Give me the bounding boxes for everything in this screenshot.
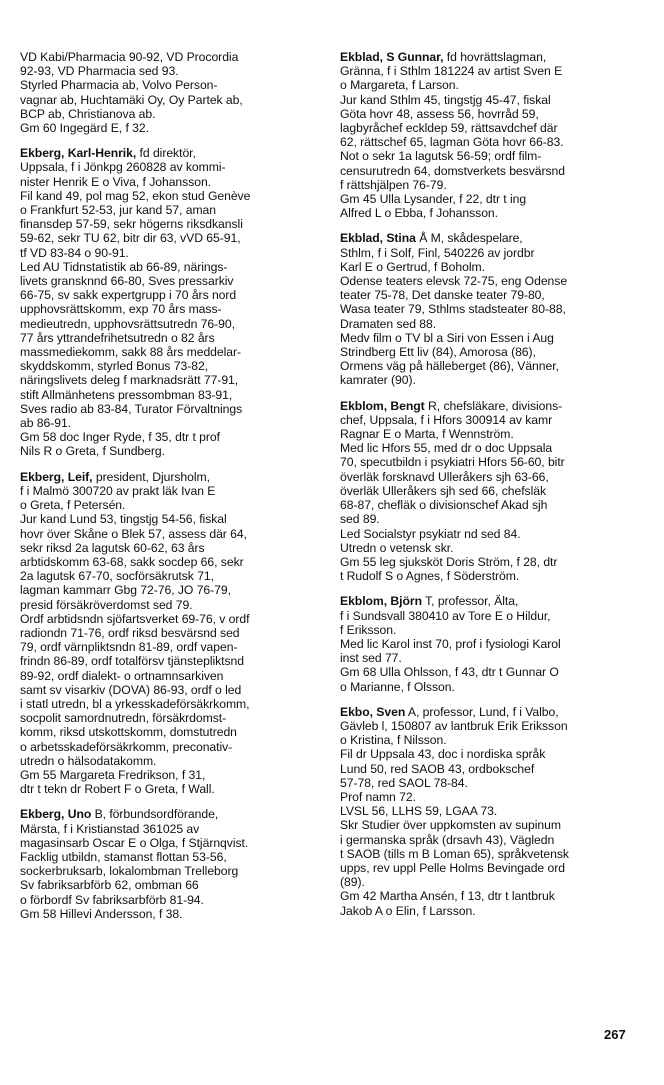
entry-line: 92-93, VD Pharmacia sed 93.	[20, 64, 179, 79]
entry-line: 57-78, red SAOL 78-84.	[340, 775, 468, 790]
entry-line: 59-62, sekr TU 62, bitr dir 63, vVD 65-91,	[20, 231, 241, 246]
entry-line: Gm 45 Ulla Lysander, f 22, dtr t ing	[340, 192, 527, 207]
entry-line: upps, rev uppl Pelle Holms Bevingade ord	[340, 860, 565, 875]
entry-surname: Ekblad,	[340, 50, 383, 64]
entry-line: LVSL 56, LLHS 59, LGAA 73.	[340, 804, 498, 819]
biography-entry-ekblad-stina	[340, 231, 636, 387]
entry-line: presid försäkröverdomst sed 79.	[20, 597, 193, 612]
entry-line: utredn o hälsodatakomm.	[20, 753, 157, 768]
entry-line: o Greta, f Petersén.	[20, 498, 126, 513]
entry-line: magasinsarb Oscar E o Olga, f Stjärnqvist.	[20, 835, 249, 850]
biography-entry-ekberg-karl-henrik	[20, 146, 316, 458]
entry-line: censurutredn 64, domstverkets besvärsnd	[340, 163, 565, 178]
entry-line	[340, 399, 636, 413]
entry-line: radiondn 71-76, ordf riksd besvärsnd sed	[20, 625, 240, 640]
entry-line: hovr över Skåne o Blek 57, assess där 64,	[20, 526, 247, 541]
entry-line: Medv film o TV bl a Siri von Essen i Aug	[340, 330, 554, 345]
entry-line: frindn 86-89, ordf totalförsv tjänstepliktsnd	[20, 654, 245, 669]
entry-line: Gm 60 Ingegärd E, f 32.	[20, 121, 149, 136]
biography-entry-cont-top	[20, 50, 316, 135]
entry-line: f Eriksson.	[340, 622, 397, 637]
entry-line	[20, 470, 316, 484]
entry-line: Ragnar E o Marta, f Wennström.	[340, 427, 514, 442]
entry-given-name: Björn	[390, 594, 422, 609]
entry-line: Nils R o Greta, f Sundberg.	[20, 444, 165, 459]
entry-line: Gm 58 Hillevi Andersson, f 38.	[20, 906, 183, 921]
entry-line: Ormens väg på hälleberget (86), Vänner,	[340, 359, 559, 374]
entry-line: Lund 50, red SAOB 43, ordbokschef	[340, 761, 535, 776]
entry-line: Gävleb l, 150807 av lantbruk Erik Eriksson	[340, 718, 568, 733]
entry-given-name: Leif,	[67, 469, 93, 484]
entry-line	[340, 705, 636, 719]
entry-line: Gm 58 doc Inger Ryde, f 35, dtr t prof	[20, 430, 220, 445]
entry-line: 66-75, sv sakk expertgrupp i 70 års nord	[20, 288, 237, 303]
entry-line: 79, ordf värnpliktsndn 81-89, ordf vapen-	[20, 640, 238, 655]
entry-line: dtr t tekn dr Robert F o Greta, f Wall.	[20, 782, 215, 797]
entry-line: Led AU Tidnstatistik ab 66-89, närings-	[20, 259, 228, 274]
entry-line: Not o sekr 1a lagutsk 56-59; ordf film-	[340, 149, 542, 164]
entry-line: livets gransknnd 66-80, Sves pressarkiv	[20, 274, 234, 289]
entry-line: i germanska språk (drsavh 43), Vägledn	[340, 832, 555, 847]
entry-line: VD Kabi/Pharmacia 90-92, VD Procordia	[20, 50, 239, 64]
entry-line: Med lic Hfors 55, med dr o doc Uppsala	[340, 441, 553, 456]
entry-surname: Ekberg,	[20, 807, 65, 822]
biography-entry-ekblad-gunnar	[340, 50, 636, 220]
entry-line	[340, 50, 636, 64]
entry-line: Fil dr Uppsala 43, doc i nordiska språk	[340, 747, 546, 762]
entry-line: 68-87, chefläk o divisionschef Akad sjh	[340, 498, 548, 513]
entry-line: sekr riksd 2a lagutsk 60-62, 63 års	[20, 540, 205, 555]
entry-line: medieutredn, upphovsrättsutredn 76-90,	[20, 316, 235, 331]
entry-line: Sthlm, f i Solf, Finl, 540226 av jordbr	[340, 245, 535, 260]
entry-line: o Kristina, f Nilsson.	[340, 733, 447, 748]
entry-surname: Ekblad,	[340, 231, 383, 246]
entry-line: Strindberg Ett liv (84), Amorosa (86),	[340, 345, 536, 360]
biography-entry-ekblom-bengt	[340, 399, 636, 584]
entry-line: 77 års yttrandefrihetsutredn o 82 års	[20, 330, 215, 345]
entry-line: Gm 68 Ulla Ohlsson, f 43, dtr t Gunnar O	[340, 665, 559, 680]
entry-line: upphovsrättskomm, exp 70 års mass-	[20, 302, 222, 317]
entry-given-name: Karl-Henrik,	[67, 146, 137, 161]
entry-line: massmediekomm, sakk 88 års meddelar-	[20, 345, 242, 360]
entry-line: arbtidskomm 63-68, sakk socdep 66, sekr	[20, 554, 244, 569]
entry-line: finansdep 57-59, sekr högerns riksdkansli	[20, 217, 243, 232]
entry-line-text: fd direktör,	[136, 146, 196, 161]
entry-line	[340, 594, 636, 608]
entry-line: vagnar ab, Huchtamäki Oy, Oy Partek ab,	[20, 92, 243, 107]
entry-surname: Ekblom,	[340, 398, 388, 413]
entry-line: Utredn o vetensk skr.	[340, 540, 454, 555]
entry-line: Dramaten sed 88.	[340, 316, 437, 331]
entry-line: Märsta, f i Kristianstad 361025 av	[20, 821, 200, 836]
entry-line: Odense teaters elevsk 72-75, eng Odense	[340, 274, 568, 289]
entry-line: överläk Ulleråkers sjh sed 66, chefsläk	[340, 483, 547, 498]
entry-line: Fil kand 49, pol mag 52, ekon stud Genève	[20, 188, 251, 203]
entry-line: skyddskomm, styrled Bonus 73-82,	[20, 359, 209, 374]
entry-line: Gm 42 Martha Ansén, f 13, dtr t lantbruk	[340, 889, 555, 904]
entry-line: Facklig utbildn, stamanst flottan 53-56,	[20, 849, 227, 864]
entry-line: teater 75-78, Det danske teater 79-80,	[340, 288, 545, 303]
entry-line: samt sv visarkiv (DOVA) 86-93, ordf o led	[20, 682, 242, 697]
entry-line: t SAOB (tills m B Loman 65), språkvetensk	[340, 846, 569, 861]
entry-line-text: Å M, skådespelare,	[415, 231, 523, 246]
entry-line: Ordf arbtidsndn sjöfartsverket 69-76, v ordf	[20, 611, 250, 626]
entry-line: f i Malmö 300720 av prakt läk Ivan E	[20, 483, 216, 498]
entry-line: Alfred L o Ebba, f Johansson.	[340, 206, 498, 221]
entry-line	[20, 146, 316, 160]
entry-line-text: R, chefsläkare, divisions-	[424, 398, 563, 413]
biography-entry-ekberg-uno	[20, 807, 316, 921]
entry-line: lagbyråchef eckldep 59, rättsavdchef där	[340, 121, 558, 136]
entry-surname: Ekberg,	[20, 469, 65, 484]
entry-line: o Frankfurt 52-53, jur kand 57, aman	[20, 203, 217, 218]
entry-given-name: Stina	[386, 231, 416, 246]
entry-line: Styrled Pharmacia ab, Volvo Person-	[20, 78, 218, 93]
biography-entry-ekberg-leif	[20, 470, 316, 797]
entry-line-text: A, professor, Lund, f i Valbo,	[405, 704, 559, 719]
biography-entry-ekblom-bjorn	[340, 594, 636, 693]
entry-line: 2a lagutsk 67-70, socförsäkrutsk 71,	[20, 569, 214, 584]
entry-line: (89).	[340, 875, 365, 890]
entry-surname: Ekbo,	[340, 704, 373, 719]
entry-line: Gm 55 leg sjuksköt Doris Ström, f 28, dtr	[340, 554, 558, 569]
entry-given-name: S Gunnar,	[386, 50, 444, 64]
entry-line: sockerbruksarb, lokalombman Trelleborg	[20, 864, 239, 879]
entry-line: Karl E o Gertrud, f Boholm.	[340, 259, 485, 274]
entry-line: lagman kammarr Gbg 72-76, JO 76-79,	[20, 583, 231, 598]
left-column	[20, 50, 316, 932]
entry-line-text: T, professor, Älta,	[421, 594, 519, 609]
entry-line-text: B, förbundsordförande,	[91, 807, 219, 822]
entry-line: 70, specutbildn i psykiatri Hfors 56-60, bitr	[340, 455, 565, 470]
entry-line: nister Henrik E o Viva, f Johansson.	[20, 174, 212, 189]
entry-line: ab 86-91.	[20, 416, 72, 431]
entry-line: Sves radio ab 83-84, Turator Förvaltnings	[20, 401, 243, 416]
entry-line: inst sed 77.	[340, 651, 402, 666]
entry-given-name: Bengt	[390, 398, 425, 413]
entry-line: sed 89.	[340, 512, 380, 527]
entry-line: Jur kand Sthlm 45, tingstjg 45-47, fiskal	[340, 92, 551, 107]
entry-line: Skr Studier över uppkomsten av supinum	[340, 818, 561, 833]
entry-line: Med lic Karol inst 70, prof i fysiologi Karol	[340, 636, 561, 651]
entry-line: Led Socialstyr psykiatr nd sed 84.	[340, 526, 521, 541]
entry-line: f i Sundsvall 380410 av Tore E o Hildur,	[340, 608, 551, 623]
entry-line	[20, 807, 316, 821]
entry-line-text: president, Djursholm,	[92, 469, 210, 484]
entry-line: stift Allmänhetens pressombman 83-91,	[20, 387, 233, 402]
entry-line: kamrater (90).	[340, 373, 416, 388]
entry-surname: Ekberg,	[20, 146, 65, 161]
entry-line: i statl utredn, bl a yrkesskadeförsäkrkomm,	[20, 696, 250, 711]
right-column	[340, 50, 636, 929]
entry-surname: Ekblom,	[340, 594, 388, 609]
entry-line: komm, riksd utskottskomm, domstutredn	[20, 725, 237, 740]
entry-line: Uppsala, f i Jönkpg 260828 av kommi-	[20, 160, 226, 175]
entry-line: Prof namn 72.	[340, 789, 416, 804]
entry-line: socpolit samordnutredn, försäkrdomst-	[20, 711, 227, 726]
entry-line: o Marianne, f Olsson.	[340, 679, 455, 694]
biography-entry-ekbo-sven	[340, 705, 636, 918]
entry-line	[340, 231, 636, 245]
entry-line: Jur kand Lund 53, tingstjg 54-56, fiskal	[20, 512, 227, 527]
entry-line: BCP ab, Christianova ab.	[20, 106, 156, 121]
entry-line: överläk forsknavd Ulleråkers sjh 63-66,	[340, 469, 549, 484]
entry-line: näringslivets deleg f marknadsrätt 77-91,	[20, 373, 239, 388]
entry-line: Gm 55 Margareta Fredrikson, f 31,	[20, 767, 206, 782]
entry-line: 62, rättschef 65, lagman Göta hovr 66-83.	[340, 135, 564, 150]
entry-line: Wasa teater 79, Sthlms stadsteater 80-88,	[340, 302, 566, 317]
entry-line: Göta hovr 48, assess 56, hovrråd 59,	[340, 106, 539, 121]
entry-line: Gränna, f i Sthlm 181224 av artist Sven E	[340, 64, 563, 79]
entry-line: tf VD 83-84 o 90-91.	[20, 245, 129, 260]
entry-line: f rättshjälpen 76-79.	[340, 177, 447, 192]
entry-given-name: Sven	[376, 704, 406, 719]
entry-given-name: Uno	[67, 807, 92, 822]
entry-line: t Rudolf S o Agnes, f Söderström.	[340, 569, 520, 584]
entry-line: chef, Uppsala, f i Hfors 300914 av kamr	[340, 412, 553, 427]
entry-line: Sv fabriksarbförb 62, ombman 66	[20, 878, 199, 893]
entry-line: Jakob A o Elin, f Larsson.	[340, 903, 476, 918]
entry-line: o arbetsskadeförsäkrkomm, preconativ-	[20, 739, 233, 754]
entry-line-text: fd hovrättslagman,	[443, 50, 547, 64]
page-number: 267	[604, 1027, 626, 1042]
entry-line: o förbordf Sv fabriksarbförb 81-94.	[20, 892, 204, 907]
entry-line: o Margareta, f Larson.	[340, 78, 459, 93]
entry-line: 89-92, ordf dialekt- o ortnamnsarkiven	[20, 668, 224, 683]
